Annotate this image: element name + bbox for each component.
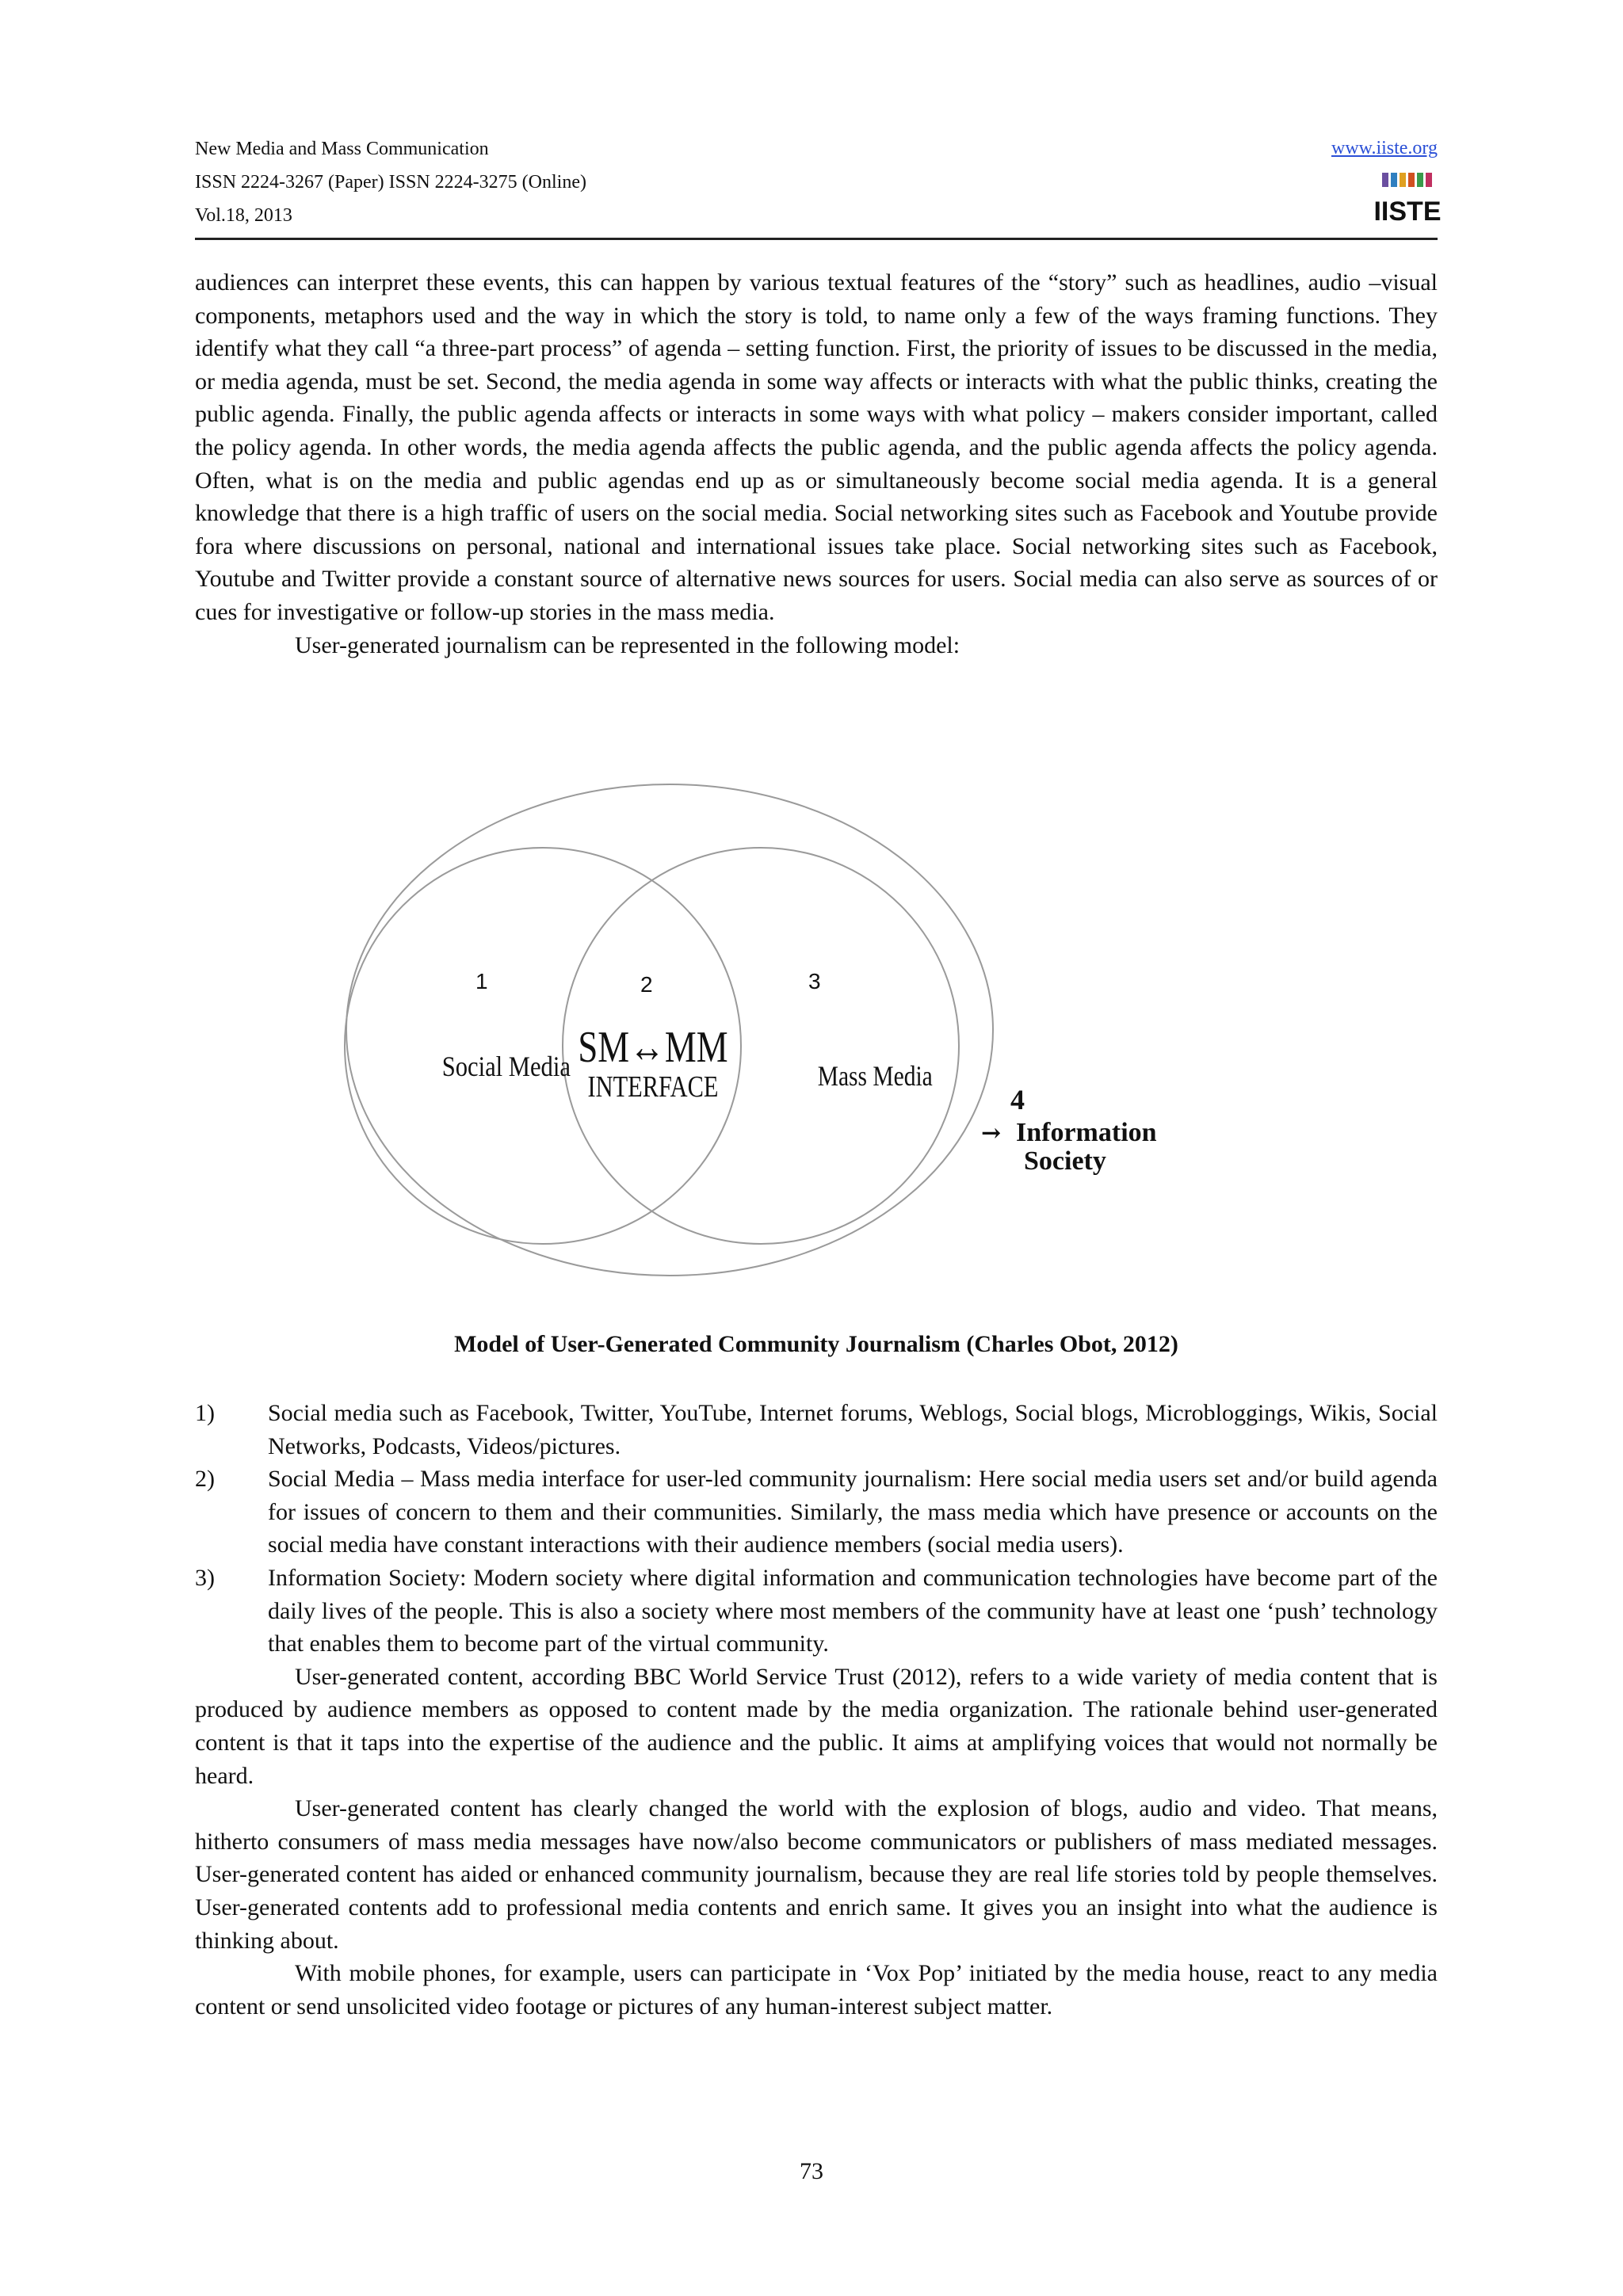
paragraph-after-2: User-generated content has clearly changed the world with the explosion of blogs, audio and video. That means, hitherto consumers of mass media messages have now/also become communicators or publishers of mass mediated messages. User-generated content has aided or enhanced community journalism, because they are real life stories told by people themselves. User-generated contents add to professional media contents and enrich same. It gives you an insight into what the audience is thinking about. (195, 1795, 1438, 1954)
region-number-1: 1 (475, 969, 488, 994)
logo-text: IISTE (1373, 196, 1442, 227)
region-number-2: 2 (640, 972, 653, 997)
sm-mm-label: SM↔MM (578, 1022, 728, 1072)
list-item (195, 1562, 1438, 1661)
interface-label: INTERFACE (587, 1070, 719, 1104)
page-header (195, 135, 1442, 239)
figure-caption: Model of User-Generated Community Journalism (Charles Obot, 2012) (454, 1331, 1178, 1357)
journal-url-link[interactable]: www.iiste.org (1331, 138, 1438, 158)
list-item-text: Social Media – Mass media interface for user-led community journalism: Here social media users set and/or build agenda for issues of concern to them and their communities. Similarly, the mass media which have presence or accounts on the social media have constant interactions with their audience members (social media users). (268, 1466, 1438, 1558)
venn-diagram (333, 769, 1220, 1307)
legend-list (195, 1397, 1438, 2023)
list-item-number: 2) (195, 1466, 215, 1493)
mass-media-label: Mass Media (817, 1061, 933, 1093)
header-rule (195, 238, 1438, 240)
paragraph-2: User-generated journalism can be represented in the following model: (295, 631, 960, 658)
volume-line: Vol.18, 2013 (195, 205, 292, 226)
closing-text (195, 1661, 1438, 2023)
paragraph-after-3: With mobile phones, for example, users can participate in ‘Vox Pop’ initiated by the media house, react to any media content or send unsolicited video footage or pictures of any human-interest subject matter. (195, 1960, 1438, 2019)
list-item (195, 1463, 1438, 1562)
list-item-text: Information Society: Modern society where digital information and communication technologies have become part of the daily lives of the people. This is also a society where most members of the community have at least one ‘push’ technology that enables them to become part of the virtual community. (268, 1564, 1438, 1657)
region-number-3: 3 (808, 969, 821, 994)
list-item-number: 3) (195, 1564, 215, 1591)
intro-text (195, 266, 1438, 662)
list-item (195, 1397, 1438, 1463)
information-label: Information (1016, 1118, 1157, 1147)
society-label: Society (1024, 1146, 1106, 1176)
social-media-label: Social Media (441, 1051, 571, 1083)
paragraph-after-1: User-generated content, according BBC World Service Trust (2012), refers to a wide variety of media content that is produced by audience members as opposed to content made by the media organization. The rationale behind user-generated content is that it taps into the expertise of the audience and the public. It aims at amplifying voices that would not normally be heard. (195, 1663, 1438, 1789)
issn-line: ISSN 2224-3267 (Paper) ISSN 2224-3275 (Online) (195, 172, 586, 193)
list-item-text: Social media such as Facebook, Twitter, YouTube, Internet forums, Weblogs, Social blogs, Microbloggings, Wikis, Social Networks, Podcasts, Videos/pictures. (268, 1400, 1438, 1459)
list-item-number: 1) (195, 1400, 215, 1426)
paragraph-1: audiences can interpret these events, this can happen by various textual features of the “story” such as headlines, audio –visual components, metaphors used and the way in which the story is told, to name only a few of the ways framing functions. They identify what they call “a three-part process” of agenda – setting function. First, the priority of issues to be discussed in the media, or media agenda, must be set. Second, the media agenda in some way affects or interacts with what the public thinks, creating the public agenda. Finally, the public agenda affects or interacts in some ways with what policy – makers consider important, called the policy agenda. In other words, the media agenda affects the public agenda, and the public agenda affects the policy agenda. Often, what is on the media and public agendas end up as or simultaneously become social media agenda. It is a general knowledge that there is a high traffic of users on the social media. Social networking sites such as Facebook and Youtube provide fora where discussions on personal, national and international issues take place. Social networking sites such as Facebook, Youtube and Twitter provide a constant source of alternative news sources for users. Social media can also serve as sources of or cues for investigative or follow-up stories in the mass media. (195, 269, 1438, 625)
page-number: 73 (800, 2158, 823, 2184)
region-number-4: 4 (1010, 1084, 1025, 1116)
journal-title: New Media and Mass Communication (195, 139, 489, 159)
iiste-logo (1373, 170, 1442, 227)
arrow-icon: → (981, 1119, 1002, 1147)
